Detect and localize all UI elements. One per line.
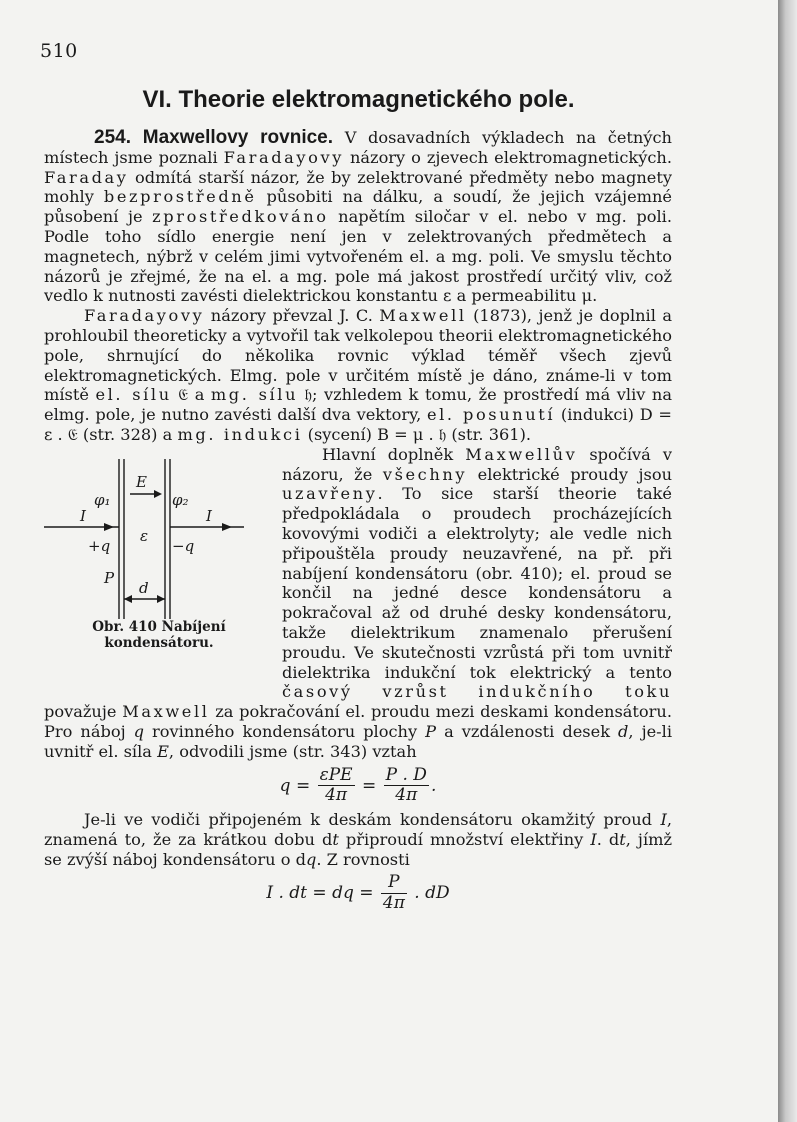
section-title: 254. Maxwellovy rovnice. <box>94 127 334 148</box>
label-epsilon: ε <box>140 526 149 545</box>
body-text <box>44 128 672 918</box>
equation-current: I . dt = dq = $\frac{P}{4\pi}$ . dD <box>266 872 450 914</box>
paragraph-2: Faradayovy názory převzal J. C. Maxwell (1873), jenž je doplnil a prohloubil theoreticky a vytvořil tak velkolepou theorii elektromagnetického pole, shrnující do několika rovnic výklad téměř všech zjevů elektromagnetických. Elmg. pole v určitém místě je dáno, známe-li v tom místě el. sílu 𝔈 a mg. sílu 𝔥; vzhledem k tomu, že prostředí má vliv na elmg. pole, je nutno zavésti další dva vektory, el. posunutí (indukci) D = ε . 𝔈 (str. 328) a mg. indukci (sycení) B = μ . 𝔥 (str. 361). <box>44 306 673 444</box>
label-minus-q: −q <box>172 536 195 555</box>
distance-arrow-left-head <box>124 595 132 603</box>
label-E: E <box>136 472 147 491</box>
chapter-title: VI. Theorie elektromagnetického pole. <box>142 86 575 113</box>
figure-capacitor <box>44 445 274 689</box>
field-arrow-head <box>154 490 162 498</box>
capacitor-diagram <box>44 459 264 619</box>
label-I-right: I <box>206 506 212 525</box>
right-current-arrow-head <box>222 523 232 531</box>
paragraph-4: Je-li ve vodiči připojeném k deskám kondensátoru okamžitý proud I, znamená to, že za krátkou dobu dt připroudí množství elektřiny I. dt, jímž se zvýší náboj kondensátoru o dq. Z rovnosti <box>44 810 672 869</box>
page-number: 510 <box>40 40 78 62</box>
label-d: d <box>139 578 149 597</box>
figure-caption: Obr. 410 Nabíjení kondensátoru. <box>92 618 226 651</box>
label-P: P <box>104 568 115 587</box>
distance-arrow-right-head <box>157 595 165 603</box>
label-phi2: φ₂ <box>172 490 189 509</box>
fraction-3: $\frac{P}{4\pi}$ <box>382 872 405 914</box>
fraction-2: $\frac{P . D}{4\pi}$ <box>385 764 427 806</box>
equation-charge: q = $\frac{\text{εPE}}{4\pi}$ = $\frac{P . D}{4\pi}$ . <box>279 764 437 806</box>
label-phi1: φ₁ <box>94 490 111 509</box>
label-plus-q: +q <box>88 536 111 555</box>
paragraph-1: 254. Maxwellovy rovnice. V dosavadních výkladech na četných místech jsme poznali Faradayovy názory o zjevech elektromagnetických. Faraday odmítá starší názor, že by zelektrované předměty nebo magnety mohly bezprostředně působiti na dálku, a soudí, že jejich vzájemné působení je zprostředkováno napětím siločar v el. nebo v mg. poli. Podle toho sídlo energie není jen v zelektrovaných předmětech a magnetech, nýbrž v celém jimi vytvořeném el. a mg. poli. Ve smyslu těchto názorů je zřejmé, že na el. a mg. pole má jakost prostředí určitý vliv, což vedlo k nutnosti zavésti dielektrickou konstantu ε a permeabilitu μ. <box>44 127 673 306</box>
fraction-1: $\frac{\text{εPE}}{4\pi}$ <box>319 764 353 806</box>
paragraph-3: Hlavní doplněk Maxwellův spočívá v názoru, že všechny elektrické proudy jsou uzavřeny. To sice starší theorie také předpokládala o proudech procházejících kovovými vodiči a elektrolyty; ale vedle nich připouštěla proudy neuzavřené, na př. při nabíjení kondensátoru (obr. 410); el. proud se končil na jedné desce kondensátoru a pokračoval až od druhé desky kondensátoru, takže dielektrikum znamenalo přerušení proudu. Ve skutečnosti vzrůstá při tom uvnitř dielektrika indukční tok elektrický a tento časový vzrůst indukčního toku považuje Maxwell za pokračování el. proudu mezi deskami kondensátoru. Pro náboj q rovinného kondensátoru plochy P a vzdálenosti desek d, je-li uvnitř el. síla E, odvodili jsme (str. 343) vztah <box>44 444 673 761</box>
page-edge-shadow <box>778 0 797 1122</box>
left-current-arrow-head <box>104 523 114 531</box>
label-I-left: I <box>80 506 86 525</box>
